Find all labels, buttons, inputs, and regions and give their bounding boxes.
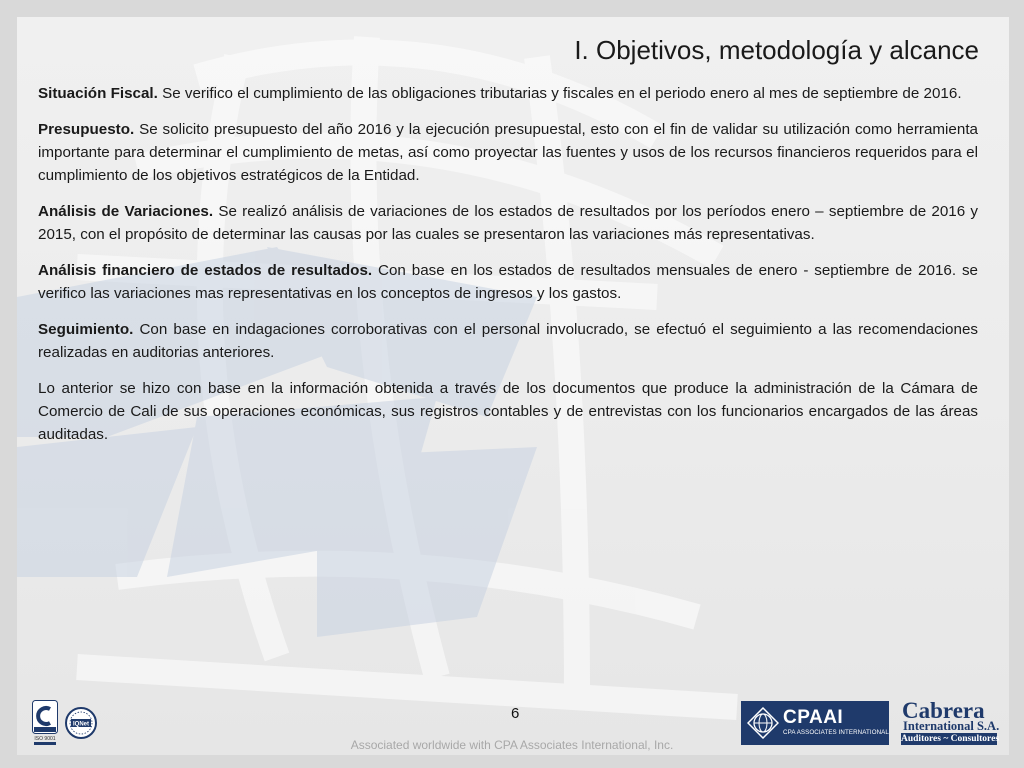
paragraph-conclusion [38,377,978,446]
footer-note: Associated worldwide with CPA Associates International, Inc. [350,738,674,752]
paragraph-heading: Análisis de Variaciones. [38,203,214,220]
paragraph-situacion-fiscal [38,82,978,105]
paragraph-text: Se verifico el cumplimiento de las obligaciones tributarias y fiscales en el periodo enero al mes de septiembre de 2016. [157,85,962,102]
paragraph-presupuesto [38,118,978,187]
paragraph-seguimiento [38,318,978,364]
cpaai-subtitle: CPA ASSOCIATES INTERNATIONAL [783,729,889,736]
paragraph-text: Se realizó análisis de variaciones de los estados de resultados por los períodos enero – septiembre de 2016 y 2015, con el propósito de determinar las causas por las cuales se presentaron las variaciones más representativas. [38,203,978,243]
cpaai-globe-icon [747,707,779,739]
paragraph-heading: Seguimiento. [38,321,134,338]
iso-label: ISO 9001 [34,736,56,742]
cpaai-name: CPAAI [783,707,844,728]
slide [17,17,1009,755]
paragraph-text: Con base en indagaciones corroborativas con el personal involucrado, se efectuó el seguimiento a las recomendaciones realizadas en auditorias anteriores. [38,321,978,361]
paragraph-heading: Análisis financiero de estados de resultados. [38,262,373,279]
cabrera-international: International S.A. [903,719,1000,733]
cabrera-name: Cabrera [902,698,985,723]
paragraph-text: Lo anterior se hizo con base en la información obtenida a través de los documentos que produce la administración de la Cámara de Comercio de Cali de sus operaciones económicas, sus registros contables y de entrevistas con los funcionarios encargados de las áreas auditadas. [38,380,978,443]
paragraph-text: Se solicito presupuesto del año 2016 y la ejecución presupuestal, esto con el fin de validar su utilización como herramienta importante para determinar el cumplimiento de metas, así como proyectar las fuentes y usos de los recursos financieros requeridos para el cumplimiento de los objetivos estratégicos de la Entidad. [38,121,978,184]
paragraph-analisis-financiero [38,259,978,305]
paragraph-heading: Situación Fiscal. [38,85,158,102]
paragraph-heading: Presupuesto. [38,121,135,138]
paragraph-text: Con base en los estados de resultados mensuales de enero - septiembre de 2016. se verifico las variaciones mas representativas en los conceptos de ingresos y los gastos. [38,262,978,302]
body-text [38,82,978,459]
cabrera-tagline: Auditores ~ Consultores [901,734,1000,744]
page-number: 6 [511,705,520,722]
slide-title: I. Objetivos, metodología y alcance [574,35,979,65]
iqnet-label: IQNet [72,721,90,728]
paragraph-analisis-variaciones [38,200,978,246]
